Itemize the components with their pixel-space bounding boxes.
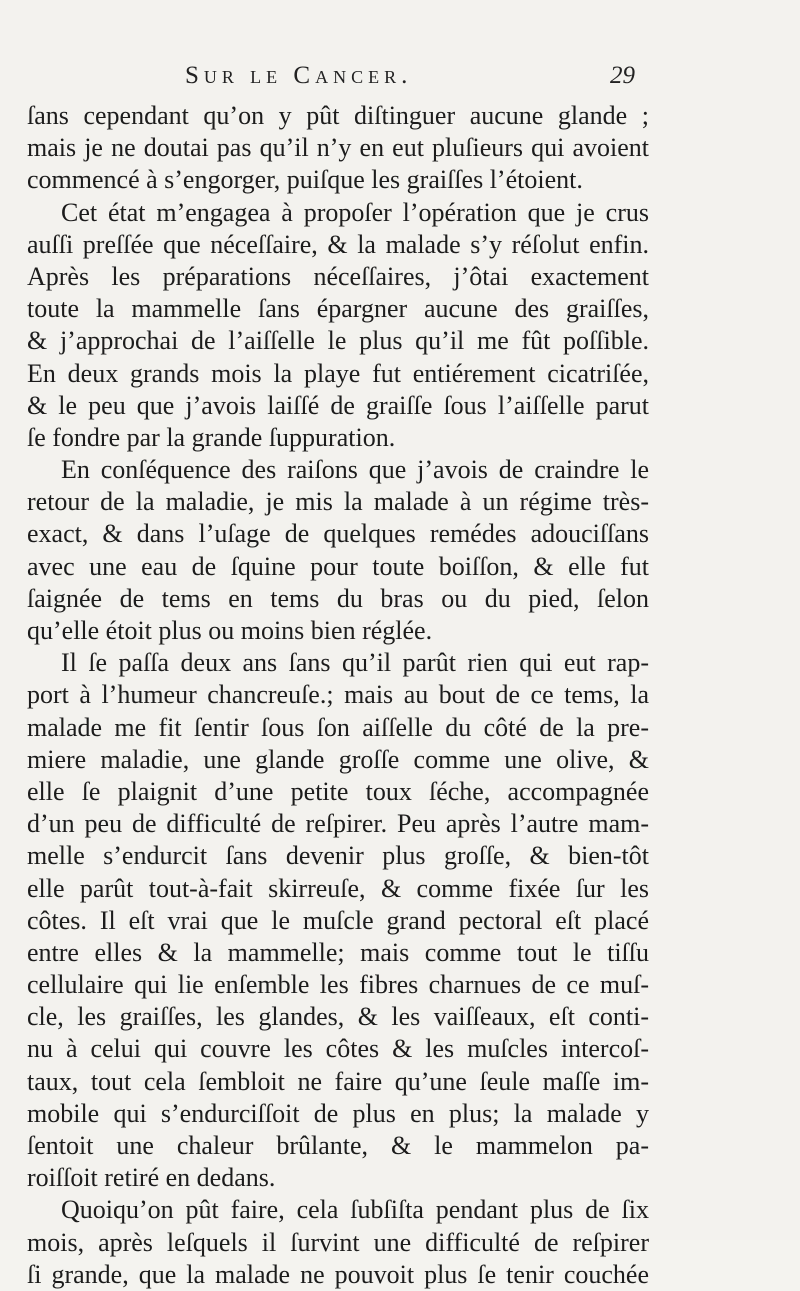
text-line: malade me fit ſentir ſous ſon aiſſelle du côté de la pre- <box>27 712 649 742</box>
text-line: En conſéquence des raiſons que j’avois de craindre le <box>61 455 649 485</box>
text-line: avec une eau de ſquine pour toute boiſſon, & elle fut <box>27 551 649 581</box>
text-line: port à l’humeur chancreuſe.; mais au bout de ce tems, la <box>27 680 649 710</box>
text-line: côtes. Il eſt vrai que le muſcle grand pectoral eſt placé <box>27 905 649 935</box>
text-line: commencé à s’engorger, puiſque les graiſſes l’étoient. <box>27 165 583 195</box>
running-title: Sur le Cancer. <box>185 62 413 89</box>
text-line: ſentoit une chaleur brûlante, & le mammelon pa- <box>27 1131 649 1160</box>
text-line: cle, les graiſſes, les glandes, & les vaiſſeaux, eſt conti- <box>27 1002 649 1032</box>
text-line: En deux grands mois la playe fut entiérement cicatriſée, <box>27 358 649 388</box>
text-line: ſaignée de tems en tems du bras ou du pied, ſelon <box>27 583 649 613</box>
text-line: & j’approchai de l’aiſſelle le plus qu’il me fût poſſible. <box>27 326 649 356</box>
text-line: ſe fondre par la grande ſuppuration. <box>27 422 396 452</box>
text-line: mais je ne doutai pas qu’il n’y en eut pluſieurs qui avoient <box>27 133 649 163</box>
text-line: entre elles & la mammelle; mais comme tout le tiſſu <box>27 937 649 967</box>
text-line: retour de la maladie, je mis la malade à un régime très- <box>27 487 649 517</box>
text-line: toute la mammelle ſans épargner aucune des graiſſes, <box>27 294 649 324</box>
text-line: mois, après leſquels il ſurvint une difficulté de reſpirer <box>27 1227 649 1257</box>
text-line: Il ſe paſſa deux ans ſans qu’il parût rien qui eut rap- <box>61 648 649 678</box>
text-line: exact, & dans l’uſage de quelques remédes adouciſſans <box>27 519 649 549</box>
text-line: & le peu que j’avois laiſſé de graiſſe ſous l’aiſſelle parut <box>27 390 649 420</box>
text-line: d’un peu de difficulté de reſpirer. Peu après l’autre mam- <box>27 809 649 839</box>
body-text <box>27 100 649 1291</box>
text-line: cellulaire qui lie enſemble les fibres charnues de ce muſ- <box>27 970 649 1000</box>
text-line: nu à celui qui couvre les côtes & les muſcles intercoſ- <box>27 1034 649 1064</box>
text-line: mobile qui s’endurciſſoit de plus en plus; la malade y <box>27 1098 649 1128</box>
text-line: taux, tout cela ſembloit ne faire qu’une ſeule maſſe im- <box>27 1066 649 1096</box>
text-line: Après les préparations néceſſaires, j’ôtai exactement <box>27 261 649 291</box>
page-header <box>0 62 800 92</box>
text-line: ſans cependant qu’on y pût diſtinguer aucune glande ; <box>27 101 649 130</box>
text-line: ſi grande, que la malade ne pouvoit plus ſe tenir couchée <box>27 1259 649 1289</box>
text-line: auſſi preſſée que néceſſaire, & la malade s’y réſolut enfin. <box>27 229 649 259</box>
page-number: 29 <box>610 62 635 89</box>
text-line: melle s’endurcit ſans devenir plus groſſe, & bien-tôt <box>27 841 649 871</box>
text-line: miere maladie, une glande groſſe comme une olive, & <box>27 744 649 774</box>
text-line: Quoiqu’on pût faire, cela ſubſiſta pendant plus de ſix <box>61 1195 649 1225</box>
text-line: roiſſoit retiré en dedans. <box>27 1163 276 1193</box>
text-line: Cet état m’engagea à propoſer l’opération que je crus <box>61 197 649 227</box>
text-line: elle parût tout-à-fait skirreuſe, & comme fixée ſur les <box>27 873 649 903</box>
text-line: qu’elle étoit plus ou moins bien réglée. <box>27 616 433 645</box>
text-line: elle ſe plaignit d’une petite toux ſéche, accompagnée <box>27 776 649 806</box>
